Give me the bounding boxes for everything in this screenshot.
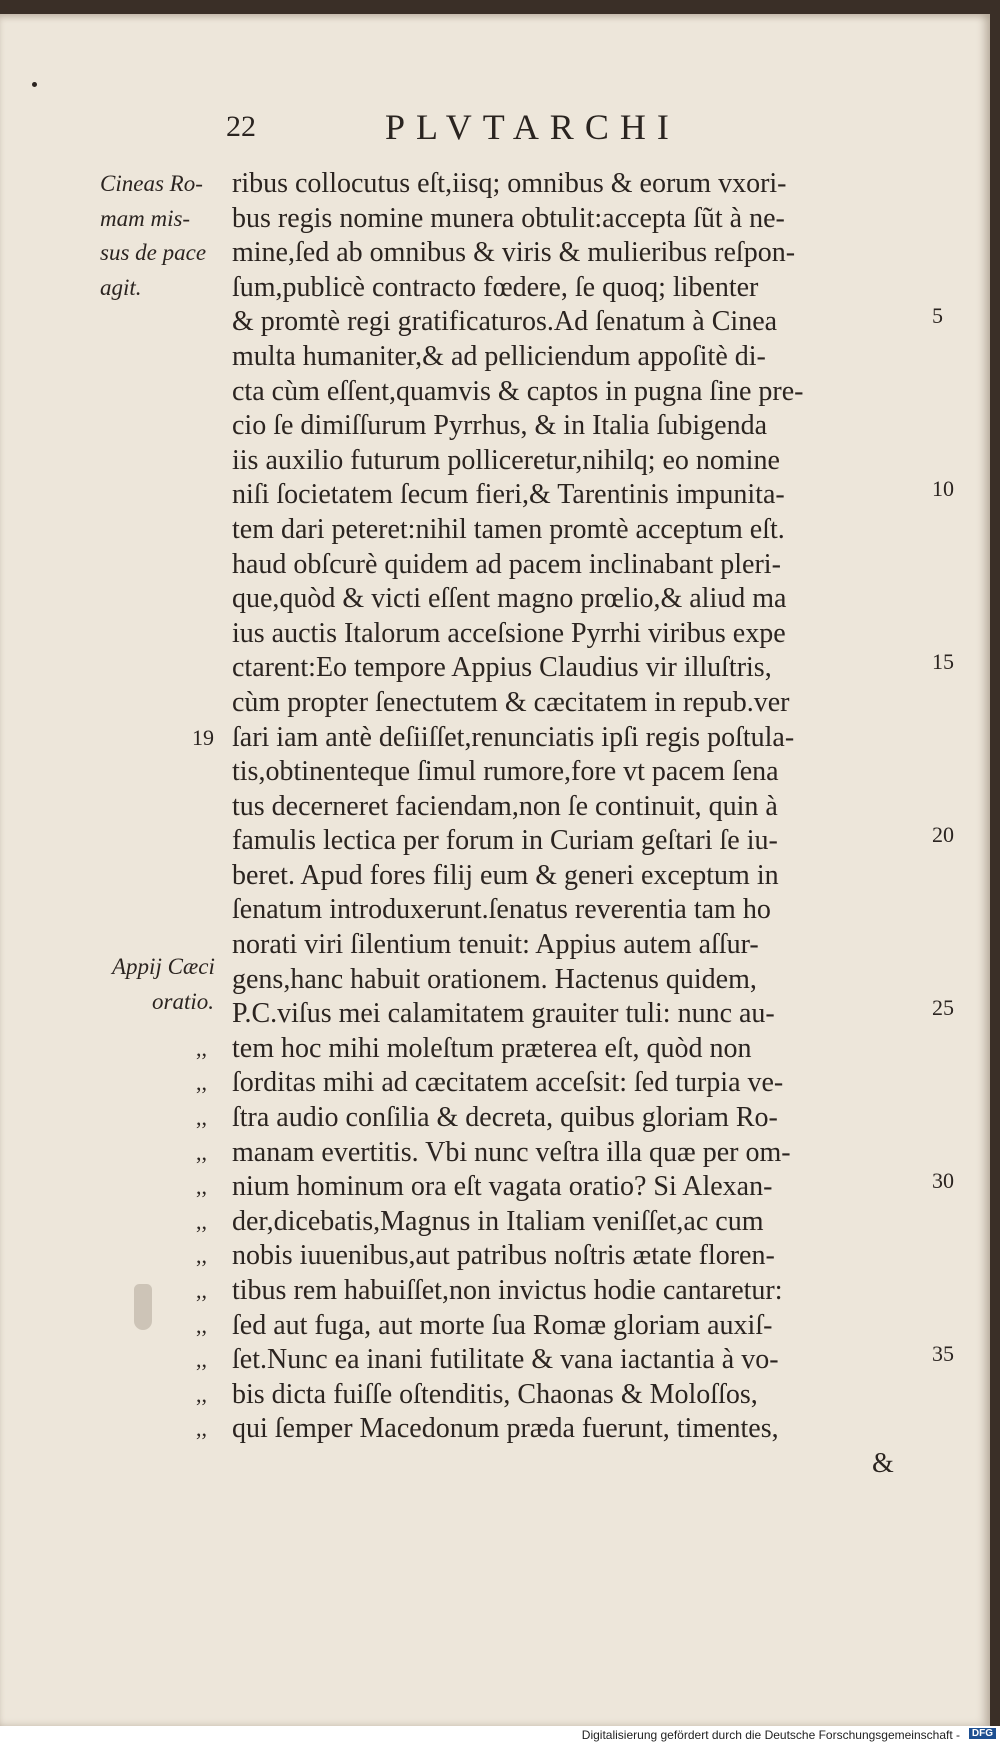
quotation-mark: ,, — [196, 1416, 207, 1442]
text-line — [232, 686, 902, 721]
line-text: cta cùm eſſent,quamvis & captos in pugna ſine pre- — [232, 375, 804, 407]
text-line — [232, 375, 902, 410]
book-page — [0, 14, 990, 1726]
text-line — [232, 444, 902, 479]
text-line — [232, 995, 954, 1032]
line-text: bus regis nomine munera obtulit:accepta ſũt à ne- — [232, 202, 785, 234]
line-number: 15 — [932, 649, 954, 675]
quotation-mark: ,, — [196, 1381, 207, 1407]
line-text: multa humaniter,& ad pelliciendum appoſitè di- — [232, 340, 766, 372]
text-line — [232, 167, 902, 202]
dfg-logo: DFG — [969, 1728, 996, 1739]
text-line — [196, 1341, 954, 1378]
line-text: ſorditas mihi ad cæcitatem acceſsit: ſed turpia ve- — [232, 1067, 784, 1099]
line-text: ſet.Nunc ea inani futilitate & vana iactantia à vo- — [232, 1344, 779, 1376]
text-line — [232, 271, 902, 306]
running-title: PLVTARCHI — [385, 107, 680, 147]
margin-note-line: oratio. — [152, 988, 214, 1014]
line-text: ſum,publicè contracto fœdere, ſe quoq; libenter — [232, 271, 759, 303]
line-text: tem dari peteret:nihil tamen promtè acceptum eſt. — [232, 513, 785, 545]
line-number: 30 — [932, 1168, 954, 1194]
line-text: que,quòd & victi eſſent magno prœlio,& aliud ma — [232, 583, 787, 615]
text-line — [196, 1136, 902, 1171]
line-text: & — [872, 1447, 894, 1479]
text-line — [232, 755, 902, 790]
line-text: ſenatum introduxerunt.ſenatus reverentia tam ho — [232, 894, 771, 926]
text-line — [232, 893, 902, 928]
text-line — [232, 513, 902, 548]
text-line — [232, 1447, 902, 1482]
line-text: & promtè regi gratificaturos.Ad ſenatum à Cinea — [232, 306, 778, 338]
text-line — [232, 928, 902, 963]
text-line — [196, 1032, 902, 1067]
line-text: ſtra audio conſilia & decreta, quibus gloriam Ro- — [232, 1102, 778, 1134]
quotation-mark: ,, — [196, 1208, 207, 1234]
quotation-mark: ,, — [196, 1174, 207, 1200]
body-text — [192, 167, 954, 1482]
text-line — [232, 340, 902, 375]
line-text: ſari iam antè deſiiſſet,renunciatis ipſi regis poſtula- — [232, 721, 795, 753]
line-number: 35 — [932, 1341, 954, 1367]
text-line — [232, 963, 902, 998]
line-text: tus decerneret faciendam,non ſe continuit, quin à — [232, 790, 778, 822]
footer-credit: Digitalisierung gefördert durch die Deutsche Forschungsgemeinschaft - — [581, 1728, 960, 1742]
text-line — [196, 1309, 902, 1344]
margin-note-line: mam mis- — [100, 205, 191, 231]
line-text: cùm propter ſenectutem & cæcitatem in repub.ver — [232, 686, 790, 718]
quotation-mark: ,, — [196, 1070, 207, 1096]
quotation-mark: ,, — [196, 1105, 207, 1131]
margin-note-line: sus de pace — [100, 240, 207, 266]
line-number: 25 — [932, 995, 954, 1021]
line-text: bis dicta fuiſſe oſtenditis, Chaonas & Moloſſos, — [232, 1378, 758, 1410]
text-line — [196, 1205, 902, 1240]
line-text: manam evertitis. Vbi nunc veſtra illa quæ per om- — [232, 1136, 791, 1168]
line-text: ius auctis Italorum acceſsione Pyrrhi viribus expe — [232, 617, 786, 649]
quotation-mark: ,, — [196, 1139, 207, 1165]
margin-note-line: Cineas Ro- — [100, 171, 203, 196]
line-number: 20 — [932, 822, 954, 848]
text-line — [232, 476, 954, 513]
line-text: nium hominum ora eſt vagata oratio? Si Alexan- — [232, 1171, 773, 1203]
line-text: norati viri ſilentium tenuit: Appius autem aſſur- — [232, 929, 759, 961]
text-line — [232, 649, 954, 686]
text-line — [196, 1066, 902, 1101]
line-number: 10 — [932, 476, 954, 502]
margin-ornament — [134, 1284, 152, 1330]
line-text: gens,hanc habuit orationem. Hactenus quidem, — [232, 963, 757, 995]
line-text: ribus collocutus eſt,iisq; omnibus & eorum vxori- — [232, 168, 787, 199]
quotation-mark: ,, — [196, 1312, 207, 1338]
text-line — [196, 1239, 902, 1274]
ink-speck — [32, 82, 37, 87]
line-text: qui ſemper Macedonum præda fuerunt, timentes, — [232, 1413, 779, 1445]
quotation-mark: ,, — [196, 1035, 207, 1061]
line-text: iis auxilio futurum polliceretur,nihilq; eo nomine — [232, 444, 780, 476]
text-line — [232, 822, 954, 859]
text-line — [232, 582, 902, 617]
line-text: nobis iuuenibus,aut patribus noſtris ætate floren- — [232, 1240, 775, 1272]
text-line — [232, 409, 902, 444]
line-number: 5 — [932, 303, 943, 329]
text-line — [196, 1101, 902, 1136]
quotation-mark: ,, — [196, 1278, 207, 1303]
line-text: ctarent:Eo tempore Appius Claudius vir illuſtris, — [232, 652, 772, 684]
page-number: 22 — [226, 110, 256, 143]
margin-note-cineas — [100, 167, 206, 305]
line-text: cio ſe dimiſſurum Pyrrhus, & in Italia ſubigenda — [232, 410, 768, 442]
line-text: der,dicebatis,Magnus in Italiam veniſſet,ac cum — [232, 1205, 764, 1237]
digitization-footer — [0, 1726, 1000, 1744]
text-line — [232, 548, 902, 583]
margin-note-line: Appij Cæci — [112, 954, 215, 979]
line-text: mine,ſed ab omnibus & viris & mulieribus reſpon- — [232, 237, 796, 269]
text-line — [196, 1274, 902, 1309]
text-line — [196, 1168, 954, 1205]
text-line — [232, 303, 943, 340]
quotation-mark: ,, — [196, 1347, 207, 1373]
text-line — [196, 1412, 902, 1447]
line-text: haud obſcurè quidem ad pacem inclinabant pleri- — [232, 548, 781, 580]
text-line — [192, 721, 902, 756]
page-header — [0, 107, 990, 160]
margin-note-line: agit. — [100, 274, 142, 300]
line-text: niſi ſocietatem ſecum fieri,& Tarentinis impunita- — [232, 479, 785, 511]
text-line — [232, 790, 902, 825]
line-text: ſed aut fuga, aut morte ſua Romæ gloriam auxiſ- — [232, 1309, 773, 1341]
quotation-mark: ,, — [196, 1243, 207, 1269]
line-text: famulis lectica per forum in Curiam geſtari ſe iu- — [232, 825, 778, 857]
side-folio-mark: 19 — [192, 724, 214, 750]
text-line — [232, 859, 902, 894]
line-text: tibus rem habuiſſet,non invictus hodie cantaretur: — [232, 1275, 783, 1306]
line-text: beret. Apud fores filij eum & generi exceptum in — [232, 859, 779, 891]
line-text: tis,obtinenteque ſimul rumore,fore vt pacem ſena — [232, 756, 779, 788]
text-line — [196, 1378, 902, 1413]
text-line — [232, 617, 902, 652]
margin-note-appius — [112, 950, 215, 1019]
text-line — [232, 236, 902, 271]
line-text: P.C.viſus mei calamitatem grauiter tuli: nunc au- — [232, 998, 775, 1030]
line-text: tem hoc mihi moleſtum præterea eſt, quòd non — [232, 1032, 752, 1064]
text-line — [232, 202, 902, 237]
